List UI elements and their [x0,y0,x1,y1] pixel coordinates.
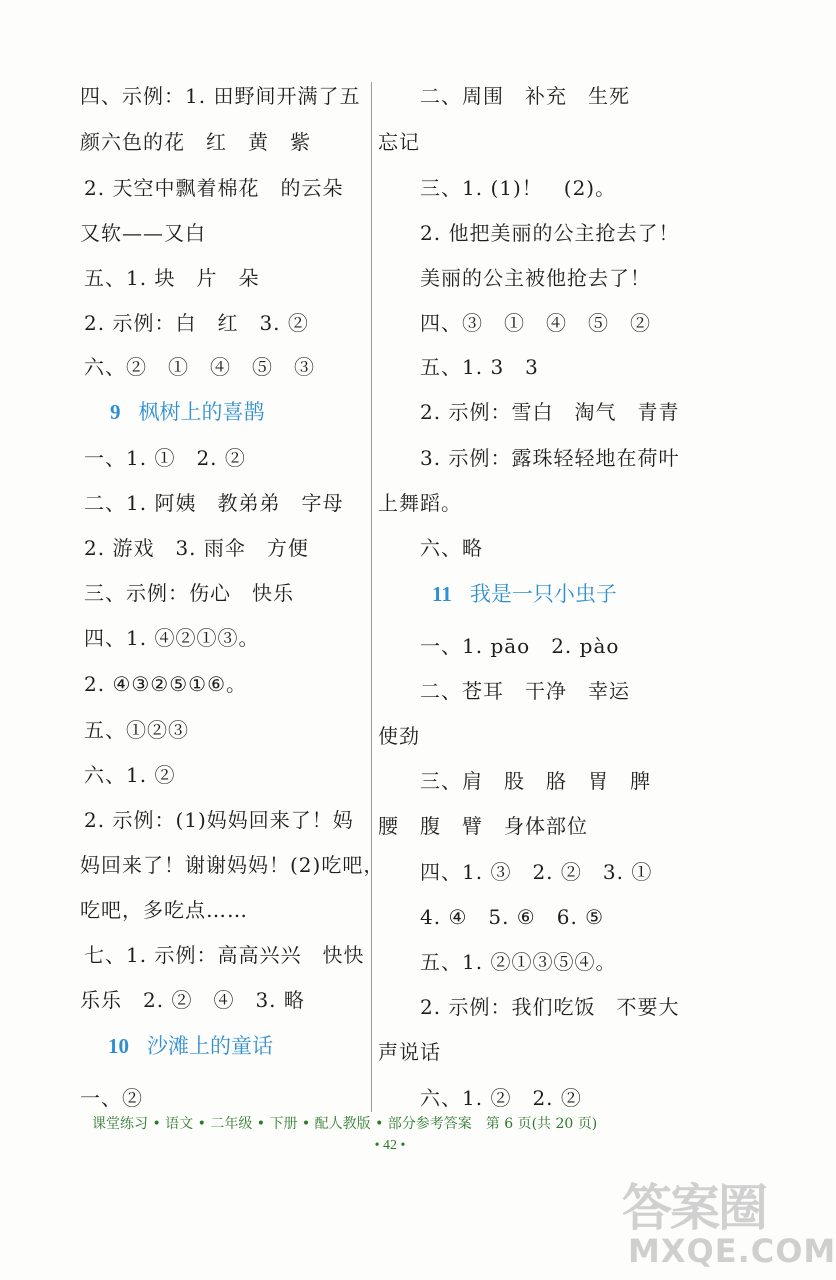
section-title-9 [110,398,265,426]
answer-line: 腰 腹 臂 身体部位 [378,814,588,838]
answer-line: 2. 游戏 3. 雨伞 方便 [84,536,309,560]
answer-line: 吃吧，多吃点…… [80,898,248,922]
answer-line: 3. 示例：露珠轻轻地在荷叶 [420,446,680,470]
answer-line: 2. 示例：我们吃饭 不要大 [420,995,680,1019]
answer-line: 六、略 [420,536,483,560]
answer-line: 二、苍耳 干净 幸运 [420,679,630,703]
answer-line: 二、周围 补充 生死 [420,84,630,108]
answer-line: 忘记 [378,130,420,154]
answer-line: 妈回来了！谢谢妈妈！(2)吃吧， [80,853,385,877]
answer-line: 三、1. (1)！ (2)。 [420,176,617,200]
answer-line: 五、1. ②①③⑤④。 [420,950,617,974]
answer-line: 一、1. ① 2. ② [84,446,246,470]
answer-line: 四、③ ① ④ ⑤ ② [420,311,651,335]
section-title-10 [108,1032,273,1060]
section-number: 9 [110,400,121,424]
answer-line: 五、1. 块 片 朵 [84,266,260,290]
answer-line: 三、肩 股 胳 胃 脾 [420,769,651,793]
answer-line: 2. 示例：雪白 淘气 青青 [420,400,680,424]
answer-line: 2. 天空中飘着棉花 的云朵 [84,176,344,200]
answer-line: 四、1. ③ 2. ② 3. ① [420,860,653,884]
answer-line: 声说话 [378,1040,441,1064]
section-number: 11 [432,582,452,606]
answer-line: 2. 他把美丽的公主抢去了！ [420,221,680,245]
answer-line: 4. ④ 5. ⑥ 6. ⑤ [420,905,605,929]
answer-line: 上舞蹈。 [378,491,462,515]
section-title-11 [432,580,617,608]
answer-line: 一、② [80,1086,143,1110]
answer-line: 五、①②③ [84,718,189,742]
answer-line: 六、1. ② [84,763,176,787]
column-divider [371,82,372,1112]
answer-line: 六、1. ② 2. ② [420,1086,582,1110]
answer-line: 2. 示例：(1)妈妈回来了！妈 [84,808,354,832]
answer-line: 2. 示例：白 红 3. ② [84,311,309,335]
section-number: 10 [108,1034,129,1058]
page-number: • 42 • [374,1138,406,1153]
page-footer: 课堂练习 • 语文 • 二年级 • 下册 • 配人教版 • 部分参考答案 第 6 页(共 20 页) [92,1116,598,1132]
answer-line: 四、1. ④②①③。 [84,626,260,650]
answer-line: 三、示例：伤心 快乐 [84,581,294,605]
answer-line: 七、1. 示例：高高兴兴 快快 [84,943,365,967]
section-name: 沙滩上的童话 [147,1034,273,1058]
answer-line: 五、1. 3 3 [420,355,539,379]
watermark-logo [620,1168,836,1272]
answer-line: 六、② ① ④ ⑤ ③ [84,355,315,379]
section-name: 枫树上的喜鹊 [138,400,265,424]
watermark-bottom: MXQE.COM [628,1232,836,1270]
section-name: 我是一只小虫子 [469,582,617,606]
watermark-top: 答案圈 [622,1179,766,1237]
answer-line: 2. ④③②⑤①⑥。 [84,672,248,696]
answer-line: 使劲 [378,724,420,748]
answer-line: 一、1. pāo 2. pào [420,634,620,658]
answer-line: 四、示例：1. 田野间开满了五 [80,84,361,108]
answer-line: 又软——又白 [80,221,206,245]
answer-line: 乐乐 2. ② ④ 3. 略 [80,988,305,1012]
answer-line: 颜六色的花 红 黄 紫 [80,130,311,154]
answer-line: 二、1. 阿姨 教弟弟 字母 [84,491,344,515]
answer-line: 美丽的公主被他抢去了！ [420,266,651,290]
